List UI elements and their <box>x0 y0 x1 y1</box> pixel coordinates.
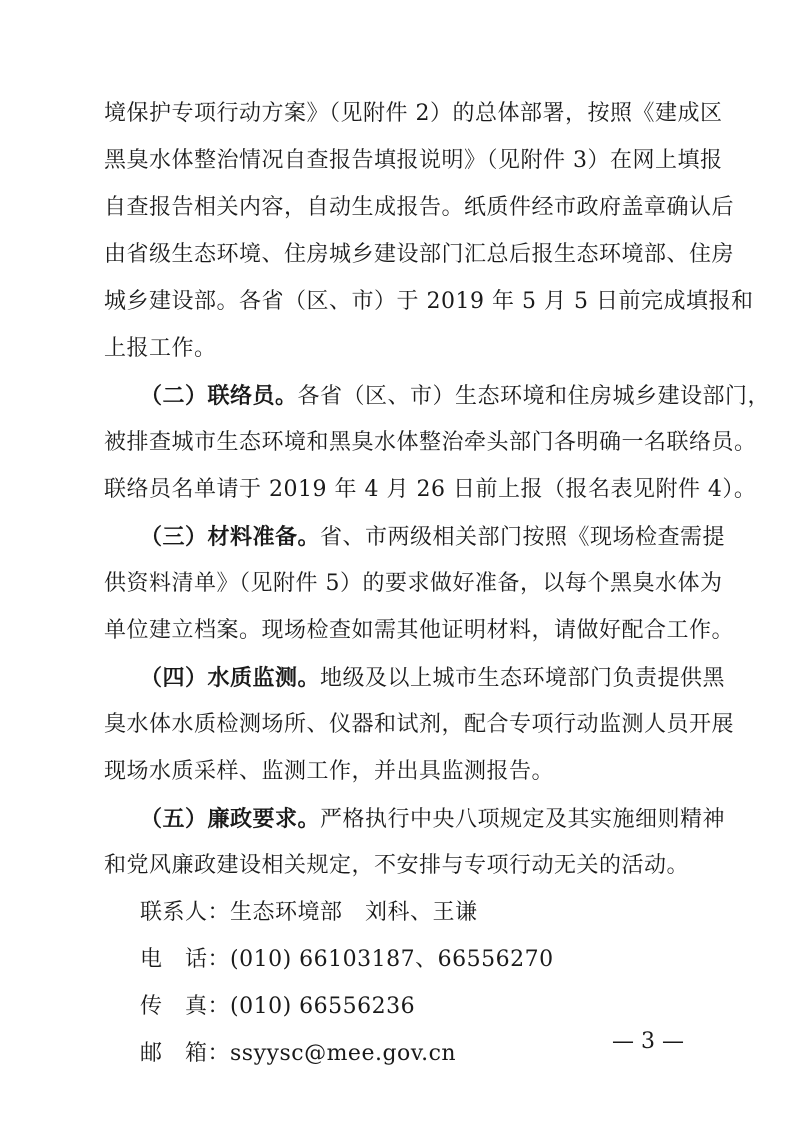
section-heading: （五）廉政要求。 <box>140 806 321 832</box>
body-line: 上报工作。 <box>104 336 217 361</box>
body-text: 地级及以上城市生态环境部门负责提供黑 <box>320 666 726 691</box>
page-number: — 3 — <box>612 1029 684 1054</box>
body-text: 严格执行中央八项规定及其实施细则精神 <box>320 807 726 832</box>
paragraph-first-line <box>140 662 725 695</box>
contact-fax-line <box>140 991 415 1023</box>
contact-phone-value: (010) 66103187、66556270 <box>230 947 554 972</box>
body-line: 现场水质采样、监测工作，并出具监测报告。 <box>104 759 555 784</box>
body-line: 被排查城市生态环境和黑臭水体整治牵头部门各明确一名联络员。 <box>104 430 757 455</box>
section-heading: （二）联络员。 <box>140 383 298 409</box>
body-line: 单位建立档案。现场检查如需其他证明材料，请做好配合工作。 <box>104 618 735 643</box>
contact-fax-label: 传 真： <box>140 994 231 1019</box>
section-heading: （四）水质监测。 <box>140 665 321 691</box>
contact-fax-value: (010) 66556236 <box>230 994 416 1019</box>
paragraph-first-line <box>140 803 725 836</box>
body-line: 联络员名单请于 2019 年 4 月 26 日前上报（报名表见附件 4）。 <box>104 477 757 502</box>
contact-email-line <box>140 1038 456 1070</box>
body-text: 省、市两级相关部门按照《现场检查需提 <box>320 525 726 550</box>
body-line: 供资料清单》（见附件 5）的要求做好准备，以每个黑臭水体为 <box>104 571 723 596</box>
body-line: 和党风廉政建设相关规定，不安排与专项行动无关的活动。 <box>104 853 690 878</box>
body-text: 各省（区、市）生态环境和住房城乡建设部门， <box>297 384 771 409</box>
section-heading: （三）材料准备。 <box>140 524 321 550</box>
contact-email-label: 邮 箱： <box>140 1041 231 1066</box>
body-line: 城乡建设部。各省（区、市）于 2019 年 5 月 5 日前完成填报和 <box>104 289 754 314</box>
contact-person-line <box>140 897 478 929</box>
contact-phone-line <box>140 944 554 976</box>
body-line: 境保护专项行动方案》（见附件 2）的总体部署，按照《建成区 <box>104 101 723 126</box>
contact-email-value: ssyysc@mee.gov.cn <box>230 1041 457 1066</box>
body-line: 自查报告相关内容，自动生成报告。纸质件经市政府盖章确认后 <box>104 195 735 220</box>
paragraph-first-line <box>140 521 725 554</box>
body-line: 臭水体水质检测场所、仪器和试剂，配合专项行动监测人员开展 <box>104 712 735 737</box>
body-line: 黑臭水体整治情况自查报告填报说明》（见附件 3）在网上填报 <box>104 148 723 173</box>
contact-person-label: 联系人： <box>140 900 231 925</box>
paragraph-first-line <box>140 380 770 413</box>
contact-person-value: 生态环境部 刘科、王谦 <box>230 900 478 925</box>
body-line: 由省级生态环境、住房城乡建设部门汇总后报生态环境部、住房 <box>104 242 735 267</box>
contact-phone-label: 电 话： <box>140 947 231 972</box>
